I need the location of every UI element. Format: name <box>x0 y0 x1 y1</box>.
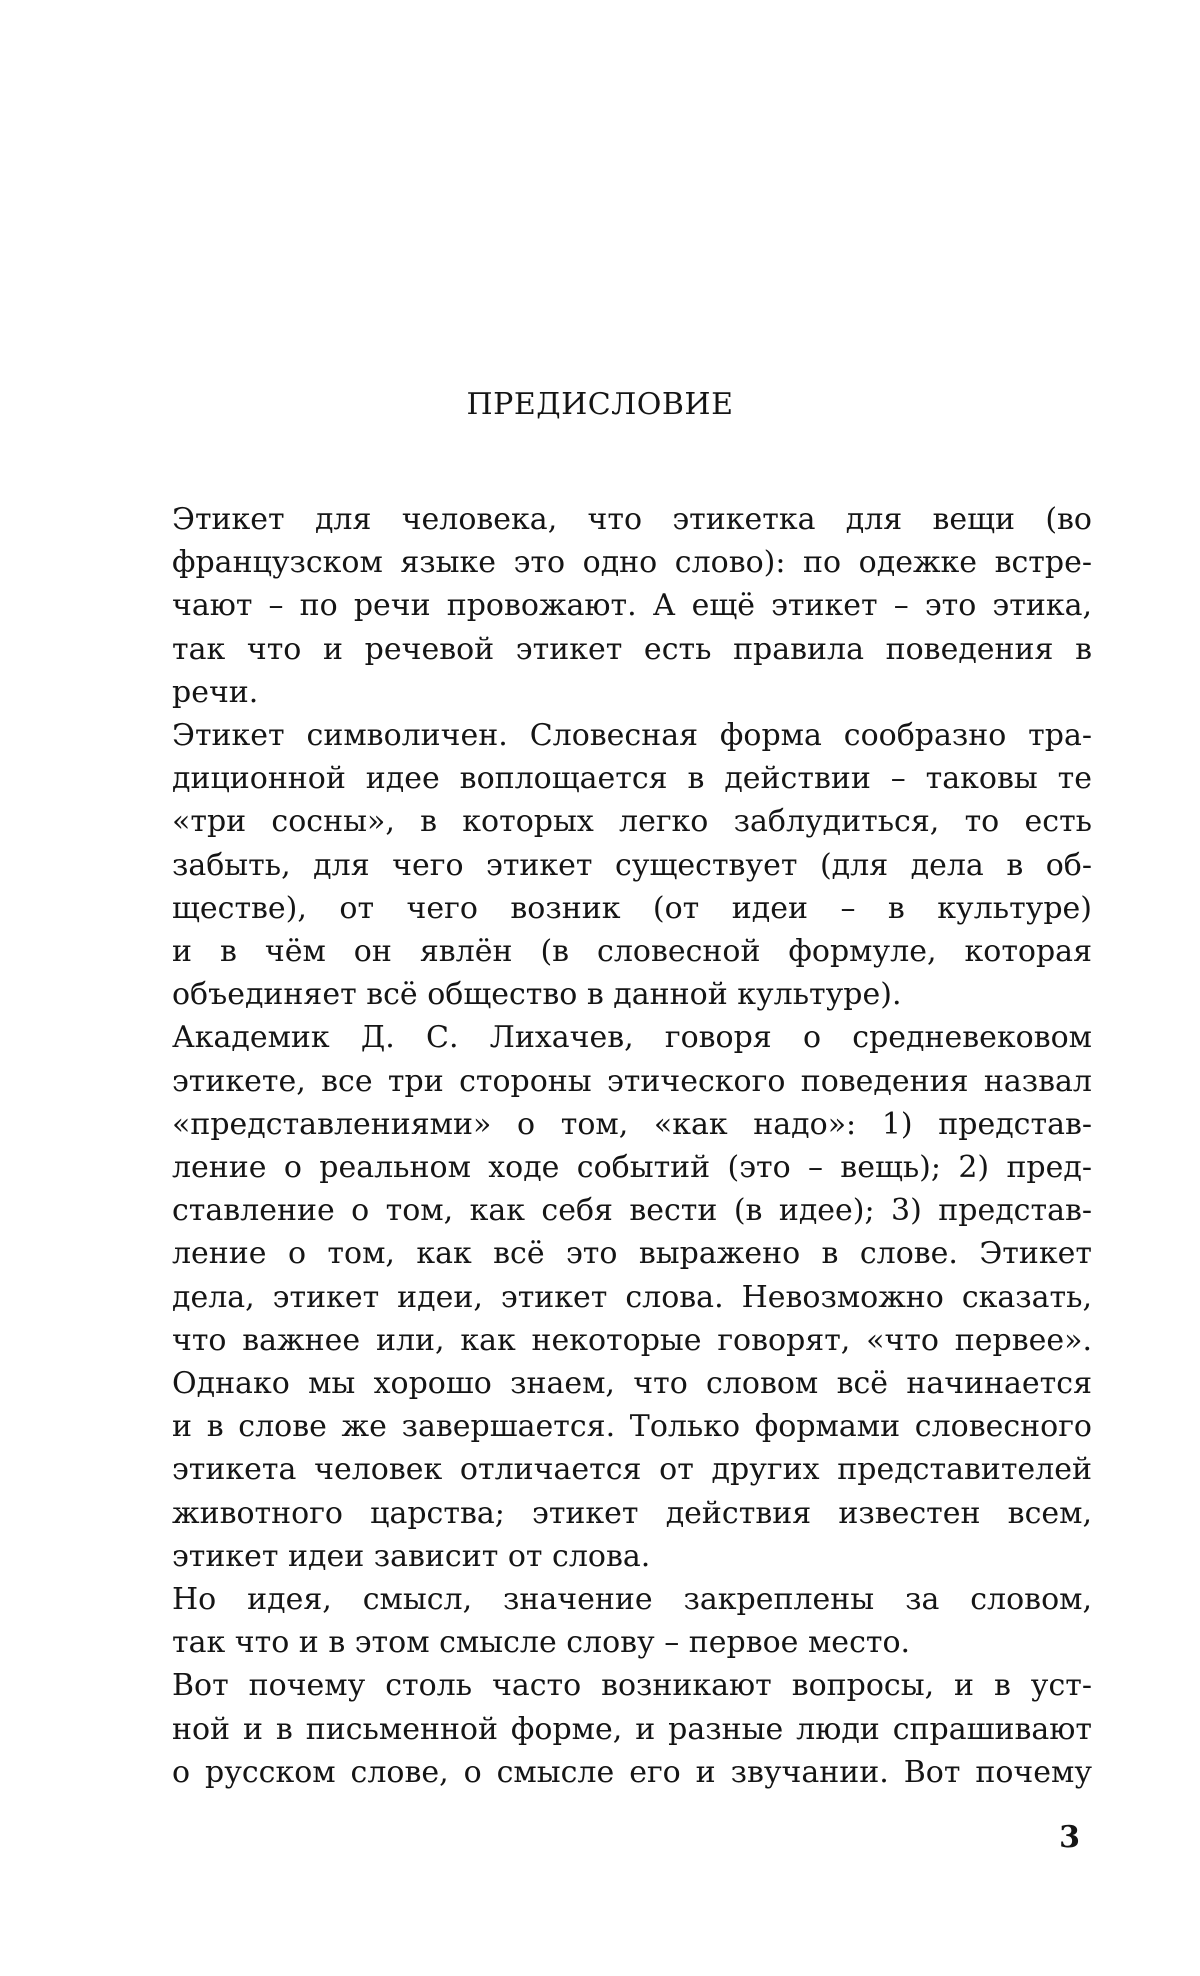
text-line: так что и в этом смысле слову – первое место. <box>172 1625 911 1661</box>
text-line: «представлениями» о том, «как надо»: 1) представ- <box>172 1106 1092 1142</box>
text-line: ществе), от чего возник (от идеи – в культуре) <box>172 890 1092 926</box>
text-line: Однако мы хорошо знаем, что словом всё начинается <box>172 1366 1092 1402</box>
text-line: ление о том, как всё это выражено в слове. Этикет <box>172 1236 1092 1272</box>
text-line: животного царства; этикет действия известен всем, <box>172 1495 1092 1531</box>
text-line: о русском слове, о смысле его и звучании. Вот почему <box>172 1754 1092 1790</box>
text-line: этикета человек отличается от других представителей <box>172 1452 1092 1488</box>
text-line: чают – по речи провожают. А ещё этикет – это этика, <box>172 588 1092 624</box>
text-line: ставление о том, как себя вести (в идее); 3) представ- <box>172 1193 1092 1229</box>
text-line: ной и в письменной форме, и разные люди спрашивают <box>172 1711 1092 1747</box>
page-title: ПРЕДИСЛОВИЕ <box>466 387 734 422</box>
text-line: речи. <box>172 674 259 710</box>
text-line: и в слове же завершается. Только формами словесного <box>172 1409 1092 1445</box>
text-line: этикете, все три стороны этического поведения назвал <box>172 1063 1092 1099</box>
text-line: этикет идеи зависит от слова. <box>172 1538 651 1574</box>
text-line: Этикет символичен. Словесная форма сообразно тра- <box>172 718 1092 754</box>
text-line: Академик Д. С. Лихачев, говоря о средневековом <box>172 1020 1092 1056</box>
paragraph-3 <box>112 1016 1092 1578</box>
body-text <box>112 498 1092 1794</box>
text-line: «три сосны», в которых легко заблудиться, то есть <box>172 804 1092 840</box>
text-line: французском языке это одно слово): по одежке встре- <box>172 545 1092 581</box>
paragraph-4 <box>112 1578 1092 1664</box>
paragraph-5 <box>112 1664 1092 1794</box>
text-line: Этикет для человека, что этикетка для вещи (во <box>172 502 1092 537</box>
text-line: ление о реальном ходе событий (это – вещь); 2) пред- <box>172 1150 1092 1186</box>
text-line: забыть, для чего этикет существует (для дела в об- <box>172 847 1092 883</box>
text-line: диционной идее воплощается в действии – таковы те <box>172 761 1092 797</box>
paragraph-1 <box>112 498 1092 714</box>
text-line: Но идея, смысл, значение закреплены за словом, <box>172 1582 1092 1618</box>
page-number: 3 <box>1059 1820 1080 1855</box>
text-line: так что и речевой этикет есть правила поведения в <box>172 631 1092 667</box>
text-line: дела, этикет идеи, этикет слова. Невозможно сказать, <box>172 1279 1092 1315</box>
text-line: и в чём он явлён (в словесной формуле, которая <box>172 934 1092 970</box>
text-line: объединяет всё общество в данной культуре). <box>172 977 902 1013</box>
text-line: что важнее или, как некоторые говорят, «что первее». <box>172 1322 1092 1358</box>
paragraph-2 <box>112 714 1092 1016</box>
text-line: Вот почему столь часто возникают вопросы, и в уст- <box>172 1668 1092 1704</box>
